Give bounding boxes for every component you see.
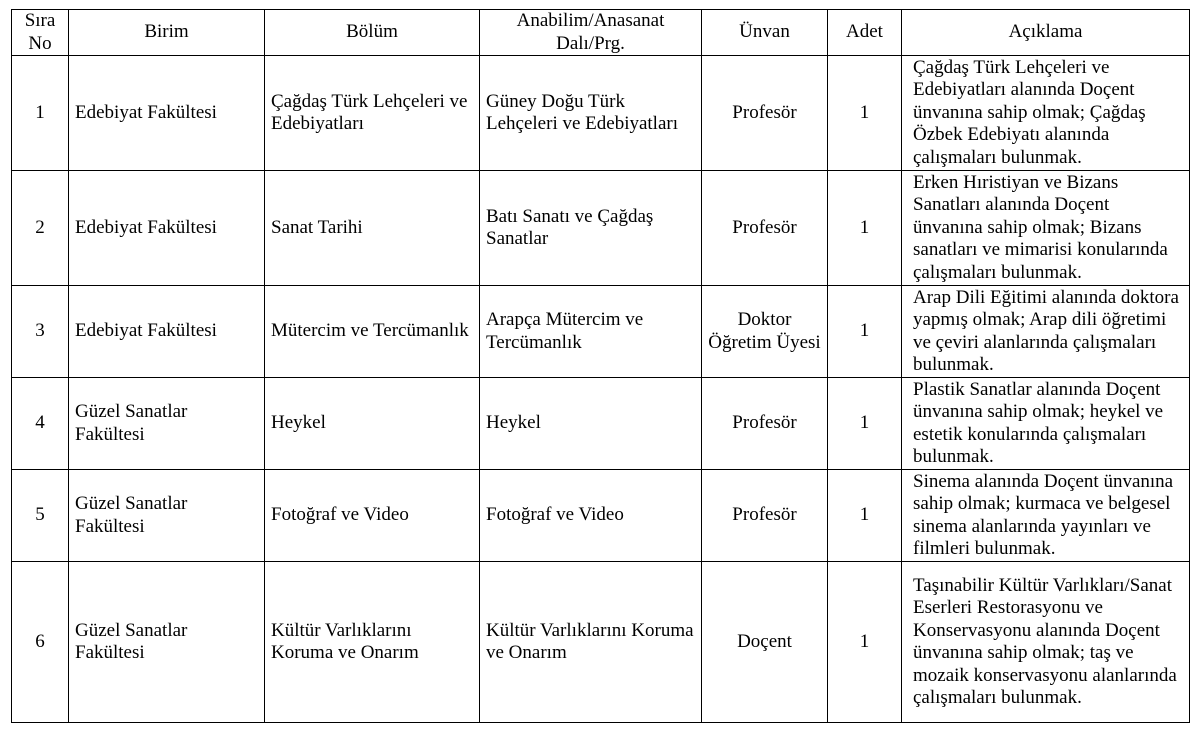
- cell-unvan: Profesör: [702, 171, 828, 286]
- cell-aciklama: Erken Hıristiyan ve Bizans Sanatları alanında Doçent ünvanına sahip olmak; Bizans sanatları ve mimarisi konularında çalışmaları bulunmak.: [902, 171, 1190, 286]
- cell-bolum: Kültür Varlıklarını Koruma ve Onarım: [265, 562, 480, 723]
- cell-adet: 1: [828, 562, 902, 723]
- cell-adet: 1: [828, 378, 902, 470]
- table-row: [12, 470, 1190, 562]
- cell-bolum: Mütercim ve Tercümanlık: [265, 286, 480, 378]
- cell-no: 4: [12, 378, 69, 470]
- table-row: [12, 171, 1190, 286]
- cell-unvan: Doçent: [702, 562, 828, 723]
- cell-no: 3: [12, 286, 69, 378]
- cell-bolum: Heykel: [265, 378, 480, 470]
- cell-adet: 1: [828, 286, 902, 378]
- cell-no: 2: [12, 171, 69, 286]
- cell-birim: Edebiyat Fakültesi: [69, 286, 265, 378]
- cell-birim: Güzel Sanatlar Fakültesi: [69, 470, 265, 562]
- positions-table: [11, 9, 1190, 723]
- cell-aciklama: Plastik Sanatlar alanında Doçent ünvanına sahip olmak; heykel ve estetik konularında çalışmaları bulunmak.: [902, 378, 1190, 470]
- table-row: [12, 378, 1190, 470]
- cell-unvan: Profesör: [702, 470, 828, 562]
- header-adet: Adet: [828, 10, 902, 56]
- table-row: [12, 286, 1190, 378]
- header-birim: Birim: [69, 10, 265, 56]
- cell-anabilim: Kültür Varlıklarını Koruma ve Onarım: [480, 562, 702, 723]
- cell-aciklama: Çağdaş Türk Lehçeleri ve Edebiyatları alanında Doçent ünvanına sahip olmak; Çağdaş Özbek Edebiyatı alanında çalışmaları bulunmak.: [902, 56, 1190, 171]
- cell-aciklama: Arap Dili Eğitimi alanında doktora yapmış olmak; Arap dili öğretimi ve çeviri alanlarında çalışmaları bulunmak.: [902, 286, 1190, 378]
- cell-bolum: Çağdaş Türk Lehçeleri ve Edebiyatları: [265, 56, 480, 171]
- cell-birim: Güzel Sanatlar Fakültesi: [69, 562, 265, 723]
- header-aciklama: Açıklama: [902, 10, 1190, 56]
- cell-no: 1: [12, 56, 69, 171]
- cell-adet: 1: [828, 470, 902, 562]
- cell-anabilim: Fotoğraf ve Video: [480, 470, 702, 562]
- cell-birim: Güzel Sanatlar Fakültesi: [69, 378, 265, 470]
- cell-unvan: Profesör: [702, 378, 828, 470]
- cell-aciklama: Sinema alanında Doçent ünvanına sahip olmak; kurmaca ve belgesel sinema alanlarında yayınları ve filmleri bulunmak.: [902, 470, 1190, 562]
- cell-unvan: Profesör: [702, 56, 828, 171]
- cell-birim: Edebiyat Fakültesi: [69, 56, 265, 171]
- cell-bolum: Sanat Tarihi: [265, 171, 480, 286]
- cell-anabilim: Batı Sanatı ve Çağdaş Sanatlar: [480, 171, 702, 286]
- cell-birim: Edebiyat Fakültesi: [69, 171, 265, 286]
- cell-no: 5: [12, 470, 69, 562]
- cell-no: 6: [12, 562, 69, 723]
- cell-unvan: Doktor Öğretim Üyesi: [702, 286, 828, 378]
- document-page: [11, 9, 1190, 723]
- header-sira-no: Sıra No: [12, 10, 69, 56]
- header-bolum: Bölüm: [265, 10, 480, 56]
- table-row: [12, 562, 1190, 723]
- cell-anabilim: Heykel: [480, 378, 702, 470]
- cell-anabilim: Güney Doğu Türk Lehçeleri ve Edebiyatları: [480, 56, 702, 171]
- cell-adet: 1: [828, 56, 902, 171]
- cell-aciklama: Taşınabilir Kültür Varlıkları/Sanat Eserleri Restorasyonu ve Konservasyonu alanında Doçent ünvanına sahip olmak; taş ve mozaik konservasyonu alanlarında çalışmaları bulunmak.: [902, 562, 1190, 723]
- header-anabilim: Anabilim/Anasanat Dalı/Prg.: [480, 10, 702, 56]
- table-row: [12, 56, 1190, 171]
- cell-adet: 1: [828, 171, 902, 286]
- table-header-row: [12, 10, 1190, 56]
- cell-bolum: Fotoğraf ve Video: [265, 470, 480, 562]
- header-unvan: Ünvan: [702, 10, 828, 56]
- cell-anabilim: Arapça Mütercim ve Tercümanlık: [480, 286, 702, 378]
